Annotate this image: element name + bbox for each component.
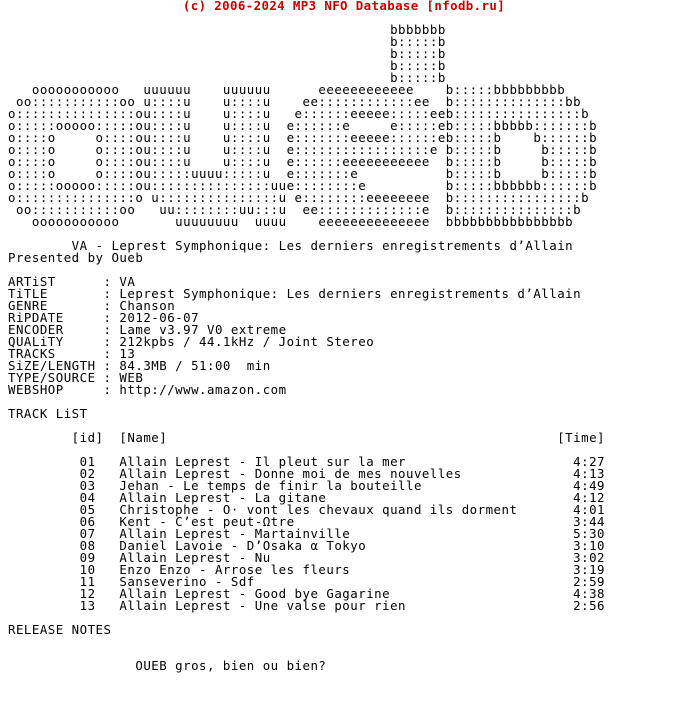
- nfo-line: 05 Christophe - O· vont les chevaux quand ils dorment 4:01: [8, 502, 605, 517]
- nfo-line: oo:::::::::::oo uu::::::::uu:::u ee:::::::::::::e b:::::::::::::::b: [8, 202, 582, 217]
- nfo-line: o::::o o::::ou::::u u::::u e::::::eeeeeeeeeee b:::::b b:::::b: [8, 154, 598, 169]
- nfo-line: o:::::ooooo:::::ou:::::::::::::::uue::::::::e b:::::bbbbbb::::::b: [8, 178, 598, 193]
- nfo-line: VA - Leprest Symphonique: Les derniers enregistrements d’Allain: [8, 238, 574, 253]
- nfo-line: TRACK LiST: [8, 406, 88, 421]
- nfo-line: b:::::b: [8, 70, 446, 85]
- nfo-line: TYPE/SOURCE : WEB: [8, 370, 144, 385]
- nfo-line: OUEB gros, bien ou bien?: [8, 658, 327, 673]
- nfo-line: 09 Allain Leprest - Nu 3:02: [8, 550, 605, 565]
- nfo-line: [id] [Name] [Time]: [8, 430, 605, 445]
- nfo-content: [8, 24, 605, 672]
- nfo-line: QUALiTY : 212kpbs / 44.1kHz / Joint Stereo: [8, 334, 375, 349]
- nfo-line: b:::::b: [8, 46, 446, 61]
- nfo-line: o:::::ooooo:::::ou::::u u::::u e::::::e e:::::eb:::::bbbbb:::::::b: [8, 118, 598, 133]
- nfo-line: o:::::::::::::::o u:::::::::::::::u e::::::::eeeeeeee b::::::::::::::::b: [8, 190, 590, 205]
- nfo-line: bbbbbbb: [8, 22, 446, 37]
- nfo-line: 10 Enzo Enzo - Arrose les fleurs 3:19: [8, 562, 605, 577]
- nfo-line: 06 Kent - C’est peut-Ωtre 3:44: [8, 514, 605, 529]
- nfo-line: 12 Allain Leprest - Good bye Gagarine 4:38: [8, 586, 605, 601]
- nfo-line: [8, 396, 605, 408]
- nfo-line: b:::::b: [8, 58, 446, 73]
- nfo-line: o:::::::::::::::ou::::u u::::u e::::::eeeee:::::eeb::::::::::::::::b: [8, 106, 590, 121]
- nfo-line: 08 Daniel Lavoie - D’Osaka α Tokyo 3:10: [8, 538, 605, 553]
- nfo-line: ooooooooooo uuuuuu uuuuuu eeeeeeeeeeee b:::::bbbbbbbbb: [8, 82, 566, 97]
- nfo-line: o::::o o::::ou::::u u::::u e:::::::eeeee::::::eb:::::b b::::::b: [8, 130, 598, 145]
- nfo-line: RiPDATE : 2012-06-07: [8, 310, 200, 325]
- nfo-line: ENCODER : Lame v3.97 V0 extreme: [8, 322, 287, 337]
- nfo-line: TiTLE : Leprest Symphonique: Les derniers enregistrements d’Allain: [8, 286, 582, 301]
- nfo-line: o::::o o::::ou::::u u::::u e:::::::::::::::::e b:::::b b:::::b: [8, 142, 598, 157]
- nfo-line: 11 Sanseverino - Sdf 2:59: [8, 574, 605, 589]
- nfo-line: 03 Jehan - Le temps de finir la bouteille 4:49: [8, 478, 605, 493]
- nfo-line: 07 Allain Leprest - Martainville 5:30: [8, 526, 605, 541]
- nfo-line: o::::o o::::ou:::::uuuu:::::u e:::::::e b:::::b b:::::b: [8, 166, 598, 181]
- nfo-line: RELEASE NOTES: [8, 622, 112, 637]
- nfo-line: 01 Allain Leprest - Il pleut sur la mer 4:27: [8, 454, 605, 469]
- nfo-line: 02 Allain Leprest - Donne moi de mes nouvelles 4:13: [8, 466, 605, 481]
- nfo-line: 13 Allain Leprest - Une valse pour rien 2:56: [8, 598, 605, 613]
- site-header: (c) 2006-2024 MP3 NFO Database [nfodb.ru]: [182, 0, 506, 13]
- nfo-line: Presented by Oueb: [8, 250, 144, 265]
- nfo-line: b:::::b: [8, 34, 446, 49]
- nfo-line: GENRE : Chanson: [8, 298, 176, 313]
- nfo-line: TRACKS : 13: [8, 346, 136, 361]
- nfo-line: ooooooooooo uuuuuuuu uuuu eeeeeeeeeeeeee bbbbbbbbbbbbbbbb: [8, 214, 574, 229]
- nfo-line: [8, 636, 605, 648]
- nfo-line: SiZE/LENGTH : 84.3MB / 51:00 min: [8, 358, 271, 373]
- nfo-line: WEBSHOP : http://www.amazon.com: [8, 382, 287, 397]
- nfo-line: ARTiST : VA: [8, 274, 136, 289]
- nfo-line: oo:::::::::::oo u::::u u::::u ee::::::::::::ee b::::::::::::::bb: [8, 94, 582, 109]
- nfo-line: 04 Allain Leprest - La gitane 4:12: [8, 490, 605, 505]
